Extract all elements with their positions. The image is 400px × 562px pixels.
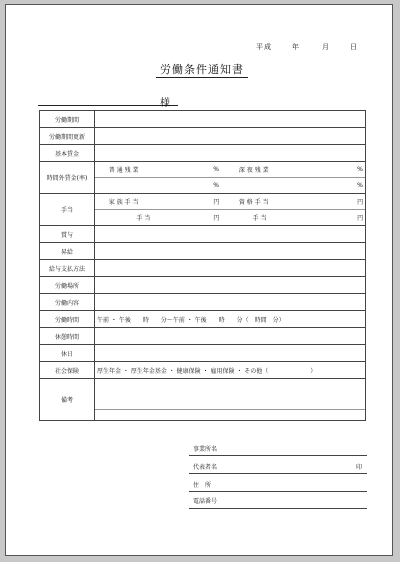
- bonus-label: 賞与: [40, 226, 95, 243]
- other-allowance-yen-2: 円: [357, 215, 364, 222]
- contract-period-label: 労働期間: [40, 111, 95, 128]
- address-line[interactable]: [189, 491, 367, 492]
- table-row: [40, 311, 366, 328]
- work-content-field[interactable]: [95, 294, 366, 311]
- office-name-label: 事業所名: [193, 446, 218, 453]
- seal-label: 印: [356, 464, 363, 471]
- overtime-extra-percent-2: %: [357, 182, 363, 189]
- table-row: [40, 194, 366, 226]
- honorific-label: 様: [160, 98, 170, 109]
- workplace-field[interactable]: [95, 277, 366, 294]
- allowance-field[interactable]: [95, 194, 366, 226]
- break-time-label: 休憩時間: [40, 328, 95, 345]
- social-insurance-label: 社会保険: [40, 362, 95, 379]
- bonus-field[interactable]: [95, 226, 366, 243]
- table-row: [40, 226, 366, 243]
- contract-period-field[interactable]: [95, 111, 366, 128]
- overtime-late-night-percent: %: [357, 166, 363, 173]
- family-allowance-label: 家 族 手 当: [108, 199, 139, 206]
- workplace-label: 労働場所: [40, 277, 95, 294]
- overtime-extra-percent: %: [213, 182, 219, 189]
- table-row: [40, 111, 366, 128]
- payment-method-field[interactable]: [95, 260, 366, 277]
- table-row: [40, 328, 366, 345]
- social-insurance-field[interactable]: 厚生年金 ・ 厚生年金基金 ・ 健康保険 ・ 雇用保険 ・ その他（ ）: [95, 362, 366, 379]
- work-hours-label: 労働時間: [40, 311, 95, 328]
- month-label: 月: [322, 43, 330, 51]
- address-label: 住 所: [193, 482, 212, 489]
- recipient-name-line: [38, 105, 178, 106]
- conditions-table: [39, 110, 366, 421]
- holidays-label: 休日: [40, 345, 95, 362]
- table-row: [40, 345, 366, 362]
- phone-label: 電話番号: [193, 498, 218, 505]
- table-row: [40, 128, 366, 145]
- holidays-field[interactable]: [95, 345, 366, 362]
- overtime-field[interactable]: [95, 162, 366, 194]
- overtime-label: 時間外賃金(率): [40, 162, 95, 194]
- table-row: [40, 162, 366, 194]
- office-name-line[interactable]: [189, 455, 367, 456]
- payment-method-label: 給与支払方法: [40, 260, 95, 277]
- break-time-field[interactable]: [95, 328, 366, 345]
- year-label: 年: [292, 43, 300, 51]
- phone-line[interactable]: [189, 508, 367, 509]
- contract-renewal-label: 労働期間更新: [40, 128, 95, 145]
- overtime-normal-percent: %: [213, 166, 219, 173]
- table-row: [40, 260, 366, 277]
- raise-label: 昇給: [40, 243, 95, 260]
- remarks-field[interactable]: [95, 379, 366, 421]
- table-row: [40, 294, 366, 311]
- representative-label: 代表者名: [193, 464, 218, 471]
- other-allowance-label-2: 手 当: [252, 215, 267, 222]
- era-label: 平成: [256, 43, 272, 51]
- remarks-label: 備考: [40, 379, 95, 421]
- raise-field[interactable]: [95, 243, 366, 260]
- table-row: [40, 379, 366, 421]
- allowance-label: 手当: [40, 194, 95, 226]
- overtime-normal-label: 普 通 残 業: [108, 167, 139, 174]
- base-wage-label: 基本賃金: [40, 145, 95, 162]
- table-row: [40, 243, 366, 260]
- work-hours-field[interactable]: 午前 ・ 午後 時 分～午前 ・ 午後 時 分（ 時間 分）: [95, 311, 366, 328]
- qualification-allowance-label: 資 格 手 当: [238, 199, 269, 206]
- document-title: 労働条件通知書: [156, 61, 248, 78]
- representative-line[interactable]: [189, 473, 367, 474]
- table-row: [40, 277, 366, 294]
- work-content-label: 労働内容: [40, 294, 95, 311]
- other-allowance-label: 手 当: [136, 215, 151, 222]
- table-row: [40, 362, 366, 379]
- contract-renewal-field[interactable]: [95, 128, 366, 145]
- day-label: 日: [350, 43, 358, 51]
- overtime-late-night-label: 深 夜 残 業: [238, 167, 269, 174]
- table-row: [40, 145, 366, 162]
- qualification-allowance-yen: 円: [357, 199, 364, 206]
- base-wage-field[interactable]: [95, 145, 366, 162]
- other-allowance-yen: 円: [213, 215, 220, 222]
- family-allowance-yen: 円: [213, 199, 220, 206]
